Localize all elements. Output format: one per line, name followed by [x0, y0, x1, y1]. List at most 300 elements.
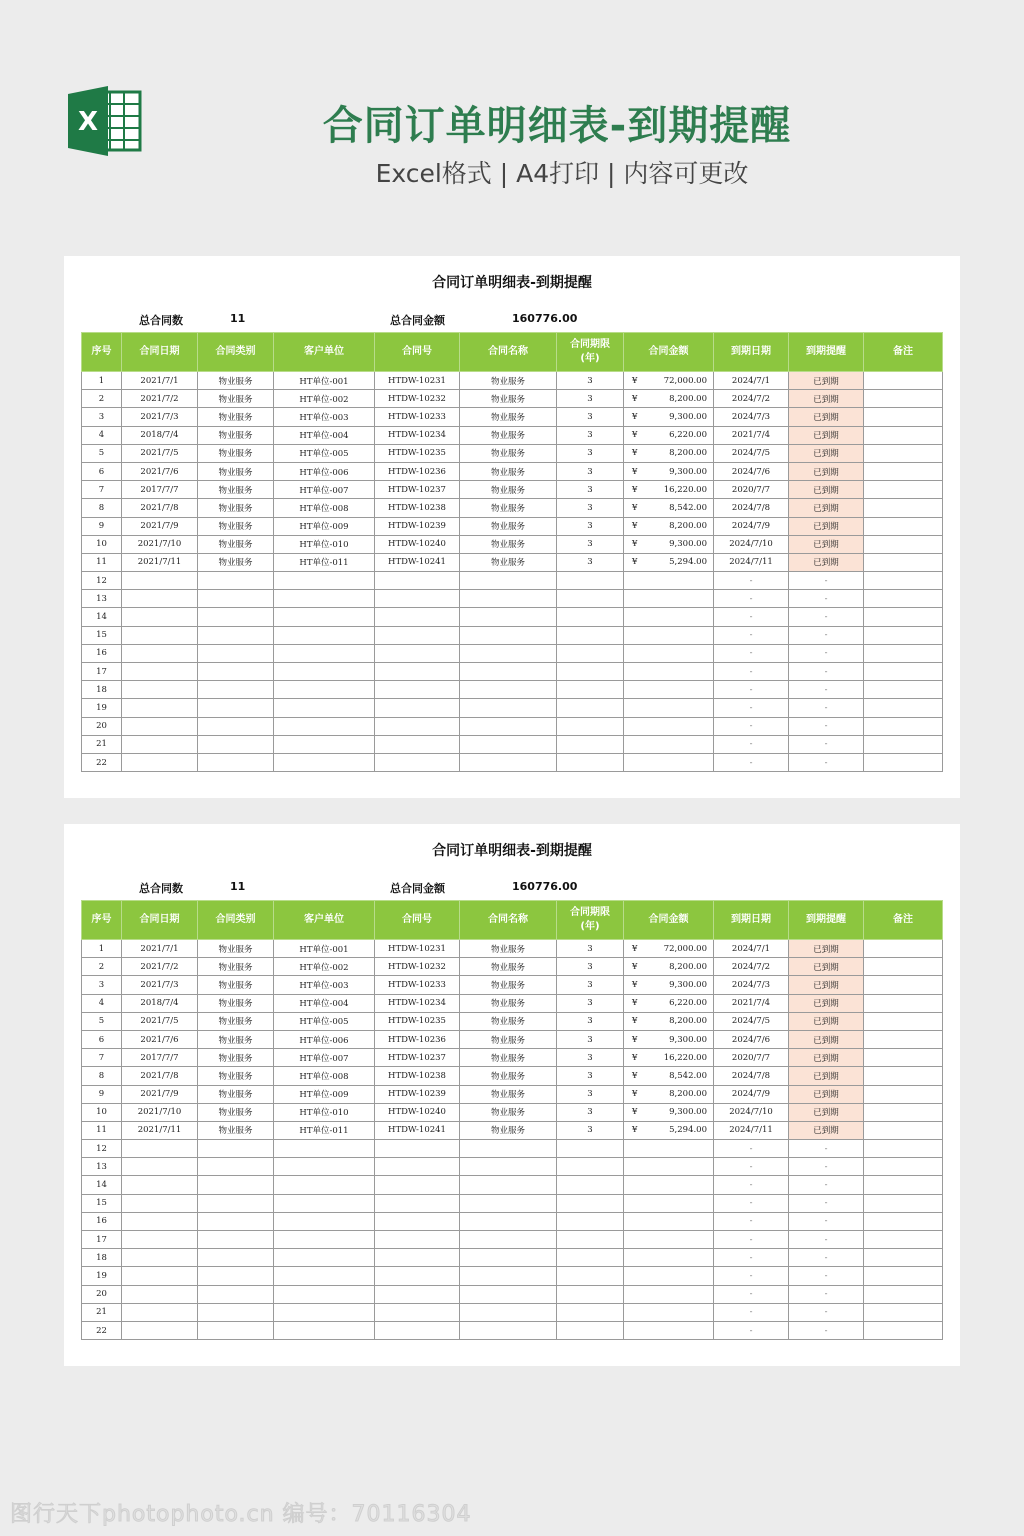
cell-client — [274, 1249, 375, 1267]
cell-date — [122, 735, 198, 753]
cell-note — [864, 1030, 943, 1048]
cell-term — [557, 1176, 624, 1194]
column-header-client: 客户单位 — [274, 333, 375, 372]
currency-symbol: ¥ — [632, 539, 638, 550]
cell-note — [864, 1176, 943, 1194]
cell-name: 物业服务 — [460, 408, 557, 426]
cell-alert: 已到期 — [789, 976, 864, 994]
cell-note — [864, 390, 943, 408]
cell-amount: ¥ 8,200.00 — [624, 1012, 714, 1030]
cell-name: 物业服务 — [460, 1067, 557, 1085]
cell-type: 物业服务 — [198, 372, 274, 390]
table-row — [82, 1212, 943, 1230]
cell-note — [864, 572, 943, 590]
cell-client — [274, 644, 375, 662]
cell-client — [274, 608, 375, 626]
cell-amount — [624, 1267, 714, 1285]
cell-type — [198, 1249, 274, 1267]
cell-name: 物业服务 — [460, 1012, 557, 1030]
cell-due: 2024/7/3 — [714, 976, 789, 994]
cell-note — [864, 976, 943, 994]
cell-term: 3 — [557, 1049, 624, 1067]
cell-due: - — [714, 1321, 789, 1339]
cell-name — [460, 753, 557, 771]
cell-amount — [624, 735, 714, 753]
cell-alert: 已到期 — [789, 499, 864, 517]
table-row — [82, 553, 943, 571]
column-header-no: 序号 — [82, 901, 122, 940]
currency-symbol: ¥ — [632, 557, 638, 568]
cell-name: 物业服务 — [460, 535, 557, 553]
cell-date: 2021/7/6 — [122, 462, 198, 480]
table-row — [82, 663, 943, 681]
cell-date — [122, 626, 198, 644]
cell-date: 2021/7/9 — [122, 517, 198, 535]
cell-date — [122, 1231, 198, 1249]
cell-client: HT单位-009 — [274, 517, 375, 535]
cell-no: 1 — [82, 372, 122, 390]
cell-type: 物业服务 — [198, 1067, 274, 1085]
cell-no: 9 — [82, 1085, 122, 1103]
cell-name — [460, 590, 557, 608]
cell-alert: - — [789, 1140, 864, 1158]
cell-type — [198, 1285, 274, 1303]
cell-no: 6 — [82, 1030, 122, 1048]
cell-amount — [624, 753, 714, 771]
cell-amount — [624, 681, 714, 699]
cell-amount: ¥ 72,000.00 — [624, 940, 714, 958]
cell-alert: - — [789, 1321, 864, 1339]
cell-code — [375, 572, 460, 590]
cell-term — [557, 1194, 624, 1212]
cell-amount — [624, 626, 714, 644]
cell-amount: ¥ 8,542.00 — [624, 499, 714, 517]
cell-date: 2021/7/5 — [122, 1012, 198, 1030]
cell-amount: ¥ 9,300.00 — [624, 408, 714, 426]
cell-due: - — [714, 626, 789, 644]
cell-client: HT单位-008 — [274, 1067, 375, 1085]
cell-no: 9 — [82, 517, 122, 535]
cell-type — [198, 572, 274, 590]
cell-client — [274, 1231, 375, 1249]
column-header-code: 合同号 — [375, 333, 460, 372]
cell-name — [460, 663, 557, 681]
column-header-alert: 到期提醒 — [789, 901, 864, 940]
cell-no: 3 — [82, 408, 122, 426]
table-row — [82, 535, 943, 553]
cell-type: 物业服务 — [198, 535, 274, 553]
cell-amount — [624, 699, 714, 717]
cell-type: 物业服务 — [198, 426, 274, 444]
currency-symbol: ¥ — [632, 448, 638, 459]
currency-symbol: ¥ — [632, 1089, 638, 1100]
cell-date: 2021/7/10 — [122, 1103, 198, 1121]
cell-note — [864, 681, 943, 699]
cell-note — [864, 1212, 943, 1230]
cell-alert: 已到期 — [789, 535, 864, 553]
cell-date — [122, 699, 198, 717]
table-row — [82, 1194, 943, 1212]
cell-amount — [624, 1212, 714, 1230]
cell-code — [375, 735, 460, 753]
cell-amount — [624, 1176, 714, 1194]
cell-amount: ¥ 9,300.00 — [624, 976, 714, 994]
table-row — [82, 608, 943, 626]
cell-note — [864, 753, 943, 771]
table-row — [82, 444, 943, 462]
watermark: 图行天下photophoto.cn 编号：70116304 — [10, 1502, 472, 1527]
cell-client: HT单位-005 — [274, 444, 375, 462]
cell-alert: 已到期 — [789, 553, 864, 571]
cell-code — [375, 1194, 460, 1212]
table-row — [82, 940, 943, 958]
table-row — [82, 958, 943, 976]
cell-date: 2021/7/8 — [122, 1067, 198, 1085]
cell-date — [122, 1321, 198, 1339]
cell-term — [557, 1158, 624, 1176]
column-header-code: 合同号 — [375, 901, 460, 940]
cell-code — [375, 644, 460, 662]
cell-no: 16 — [82, 1212, 122, 1230]
cell-date: 2021/7/5 — [122, 444, 198, 462]
cell-name — [460, 1231, 557, 1249]
cell-note — [864, 994, 943, 1012]
cell-code: HTDW-10234 — [375, 994, 460, 1012]
cell-note — [864, 553, 943, 571]
cell-client: HT单位-004 — [274, 994, 375, 1012]
currency-symbol: ¥ — [632, 998, 638, 1009]
cell-date: 2021/7/2 — [122, 958, 198, 976]
cell-no: 7 — [82, 481, 122, 499]
cell-code: HTDW-10233 — [375, 976, 460, 994]
cell-note — [864, 958, 943, 976]
cell-due: 2024/7/6 — [714, 1030, 789, 1048]
cell-no: 13 — [82, 590, 122, 608]
cell-date: 2017/7/7 — [122, 1049, 198, 1067]
cell-no: 7 — [82, 1049, 122, 1067]
cell-due: 2024/7/1 — [714, 372, 789, 390]
cell-name: 物业服务 — [460, 517, 557, 535]
cell-note — [864, 1158, 943, 1176]
table-header-row — [82, 333, 943, 372]
cell-note — [864, 481, 943, 499]
cell-term — [557, 717, 624, 735]
table-row — [82, 1231, 943, 1249]
cell-date: 2018/7/4 — [122, 426, 198, 444]
cell-no: 14 — [82, 608, 122, 626]
cell-alert: - — [789, 1285, 864, 1303]
cell-no: 4 — [82, 994, 122, 1012]
cell-term: 3 — [557, 390, 624, 408]
cell-type: 物业服务 — [198, 1103, 274, 1121]
total-count-label: 总合同数 — [139, 314, 183, 327]
cell-client — [274, 735, 375, 753]
cell-note — [864, 1067, 943, 1085]
column-header-amount: 合同金额 — [624, 901, 714, 940]
cell-alert: - — [789, 1158, 864, 1176]
cell-due: - — [714, 572, 789, 590]
cell-no: 16 — [82, 644, 122, 662]
table-row — [82, 717, 943, 735]
cell-due: 2024/7/9 — [714, 1085, 789, 1103]
cell-name: 物业服务 — [460, 462, 557, 480]
cell-name: 物业服务 — [460, 1049, 557, 1067]
cell-no: 14 — [82, 1176, 122, 1194]
cell-term — [557, 608, 624, 626]
cell-note — [864, 1049, 943, 1067]
cell-due: - — [714, 1249, 789, 1267]
cell-code — [375, 1212, 460, 1230]
cell-due: - — [714, 699, 789, 717]
column-header-client: 客户单位 — [274, 901, 375, 940]
cell-type — [198, 644, 274, 662]
cell-code: HTDW-10238 — [375, 499, 460, 517]
cell-name — [460, 644, 557, 662]
cell-due: - — [714, 1176, 789, 1194]
cell-client — [274, 1158, 375, 1176]
cell-code: HTDW-10231 — [375, 372, 460, 390]
column-header-amount: 合同金额 — [624, 333, 714, 372]
cell-term — [557, 1140, 624, 1158]
cell-client: HT单位-007 — [274, 1049, 375, 1067]
cell-client: HT单位-006 — [274, 1030, 375, 1048]
cell-code: HTDW-10232 — [375, 390, 460, 408]
cell-code: HTDW-10231 — [375, 940, 460, 958]
cell-amount: ¥ 72,000.00 — [624, 372, 714, 390]
cell-type — [198, 1267, 274, 1285]
cell-type: 物业服务 — [198, 553, 274, 571]
total-amount-value: 160776.00 — [512, 312, 578, 325]
cell-name — [460, 735, 557, 753]
contract-table — [81, 900, 943, 1340]
cell-alert: - — [789, 1267, 864, 1285]
cell-note — [864, 1231, 943, 1249]
cell-note — [864, 735, 943, 753]
cell-due: - — [714, 1212, 789, 1230]
cell-date — [122, 1267, 198, 1285]
cell-name — [460, 1249, 557, 1267]
cell-term — [557, 735, 624, 753]
cell-term: 3 — [557, 1121, 624, 1139]
cell-no: 18 — [82, 681, 122, 699]
cell-name — [460, 1140, 557, 1158]
cell-alert: 已到期 — [789, 481, 864, 499]
cell-alert: 已到期 — [789, 1067, 864, 1085]
cell-code — [375, 1176, 460, 1194]
cell-due: - — [714, 1158, 789, 1176]
cell-type — [198, 1140, 274, 1158]
cell-date — [122, 1249, 198, 1267]
cell-name: 物业服务 — [460, 499, 557, 517]
total-count-value: 11 — [230, 880, 246, 893]
cell-no: 18 — [82, 1249, 122, 1267]
cell-client — [274, 590, 375, 608]
cell-amount — [624, 663, 714, 681]
table-row — [82, 1085, 943, 1103]
cell-due: 2024/7/10 — [714, 1103, 789, 1121]
cell-name: 物业服务 — [460, 1030, 557, 1048]
cell-client — [274, 753, 375, 771]
sheet-preview-2 — [64, 824, 960, 1366]
cell-code: HTDW-10233 — [375, 408, 460, 426]
table-row — [82, 1158, 943, 1176]
currency-symbol: ¥ — [632, 1070, 638, 1081]
cell-term — [557, 1321, 624, 1339]
cell-note — [864, 1194, 943, 1212]
cell-amount — [624, 590, 714, 608]
table-row — [82, 517, 943, 535]
cell-no: 6 — [82, 462, 122, 480]
cell-term: 3 — [557, 553, 624, 571]
cell-type: 物业服务 — [198, 1012, 274, 1030]
cell-amount: ¥ 9,300.00 — [624, 535, 714, 553]
cell-no: 4 — [82, 426, 122, 444]
cell-term: 3 — [557, 408, 624, 426]
cell-term: 3 — [557, 1030, 624, 1048]
cell-due: 2024/7/5 — [714, 444, 789, 462]
cell-no: 10 — [82, 1103, 122, 1121]
currency-symbol: ¥ — [632, 1034, 638, 1045]
table-row — [82, 994, 943, 1012]
cell-alert: - — [789, 1194, 864, 1212]
cell-amount — [624, 1194, 714, 1212]
cell-no: 8 — [82, 499, 122, 517]
cell-amount — [624, 1285, 714, 1303]
cell-term: 3 — [557, 1067, 624, 1085]
cell-no: 12 — [82, 572, 122, 590]
table-row — [82, 1176, 943, 1194]
cell-code: HTDW-10240 — [375, 1103, 460, 1121]
cell-code: HTDW-10241 — [375, 1121, 460, 1139]
cell-client — [274, 1267, 375, 1285]
table-row — [82, 1303, 943, 1321]
cell-term: 3 — [557, 499, 624, 517]
cell-note — [864, 1121, 943, 1139]
currency-symbol: ¥ — [632, 1107, 638, 1118]
column-header-alert: 到期提醒 — [789, 333, 864, 372]
cell-type: 物业服务 — [198, 517, 274, 535]
cell-date: 2021/7/8 — [122, 499, 198, 517]
table-row — [82, 1103, 943, 1121]
column-header-term: 合同期限 (年) — [557, 901, 624, 940]
column-header-type: 合同类别 — [198, 901, 274, 940]
cell-name — [460, 626, 557, 644]
cell-client — [274, 626, 375, 644]
cell-term — [557, 644, 624, 662]
cell-term — [557, 1231, 624, 1249]
cell-type — [198, 1231, 274, 1249]
cell-amount — [624, 572, 714, 590]
cell-type — [198, 717, 274, 735]
cell-client: HT单位-001 — [274, 372, 375, 390]
cell-note — [864, 663, 943, 681]
cell-note — [864, 1140, 943, 1158]
table-row — [82, 1030, 943, 1048]
column-header-due: 到期日期 — [714, 901, 789, 940]
cell-amount: ¥ 6,220.00 — [624, 994, 714, 1012]
cell-date: 2021/7/3 — [122, 976, 198, 994]
cell-no: 21 — [82, 735, 122, 753]
cell-term: 3 — [557, 535, 624, 553]
table-row — [82, 735, 943, 753]
table-row — [82, 1067, 943, 1085]
cell-code — [375, 608, 460, 626]
table-row — [82, 1249, 943, 1267]
cell-note — [864, 1303, 943, 1321]
cell-type — [198, 1321, 274, 1339]
cell-code — [375, 1321, 460, 1339]
cell-no: 17 — [82, 663, 122, 681]
currency-symbol: ¥ — [632, 430, 638, 441]
cell-date: 2018/7/4 — [122, 994, 198, 1012]
cell-no: 19 — [82, 699, 122, 717]
cell-due: - — [714, 590, 789, 608]
cell-amount: ¥ 16,220.00 — [624, 481, 714, 499]
cell-code: HTDW-10237 — [375, 1049, 460, 1067]
cell-date: 2021/7/1 — [122, 372, 198, 390]
cell-no: 15 — [82, 626, 122, 644]
cell-amount: ¥ 8,542.00 — [624, 1067, 714, 1085]
cell-term: 3 — [557, 994, 624, 1012]
table-row — [82, 1121, 943, 1139]
cell-amount — [624, 1140, 714, 1158]
column-header-type: 合同类别 — [198, 333, 274, 372]
cell-client — [274, 1321, 375, 1339]
cell-alert: 已到期 — [789, 958, 864, 976]
cell-term: 3 — [557, 372, 624, 390]
cell-note — [864, 408, 943, 426]
cell-alert: - — [789, 735, 864, 753]
cell-name: 物业服务 — [460, 444, 557, 462]
cell-alert: 已到期 — [789, 426, 864, 444]
cell-date — [122, 663, 198, 681]
cell-type: 物业服务 — [198, 499, 274, 517]
cell-type — [198, 1158, 274, 1176]
cell-date — [122, 1176, 198, 1194]
cell-note — [864, 699, 943, 717]
cell-code: HTDW-10241 — [375, 553, 460, 571]
cell-no: 8 — [82, 1067, 122, 1085]
cell-date — [122, 1285, 198, 1303]
cell-note — [864, 1249, 943, 1267]
cell-code — [375, 1140, 460, 1158]
cell-note — [864, 462, 943, 480]
cell-due: - — [714, 1285, 789, 1303]
cell-type — [198, 608, 274, 626]
cell-client: HT单位-002 — [274, 958, 375, 976]
cell-due: - — [714, 1231, 789, 1249]
cell-due: 2024/7/3 — [714, 408, 789, 426]
table-row — [82, 644, 943, 662]
cell-no: 20 — [82, 717, 122, 735]
cell-type: 物业服务 — [198, 994, 274, 1012]
cell-note — [864, 644, 943, 662]
cell-name: 物业服务 — [460, 390, 557, 408]
total-count-label: 总合同数 — [139, 882, 183, 895]
cell-alert: - — [789, 1231, 864, 1249]
cell-due: - — [714, 735, 789, 753]
cell-client — [274, 717, 375, 735]
cell-due: 2024/7/6 — [714, 462, 789, 480]
cell-alert: 已到期 — [789, 1121, 864, 1139]
cell-no: 12 — [82, 1140, 122, 1158]
table-row — [82, 976, 943, 994]
cell-due: - — [714, 1267, 789, 1285]
cell-code — [375, 663, 460, 681]
cell-client: HT单位-001 — [274, 940, 375, 958]
column-header-term: 合同期限 (年) — [557, 333, 624, 372]
cell-name — [460, 572, 557, 590]
